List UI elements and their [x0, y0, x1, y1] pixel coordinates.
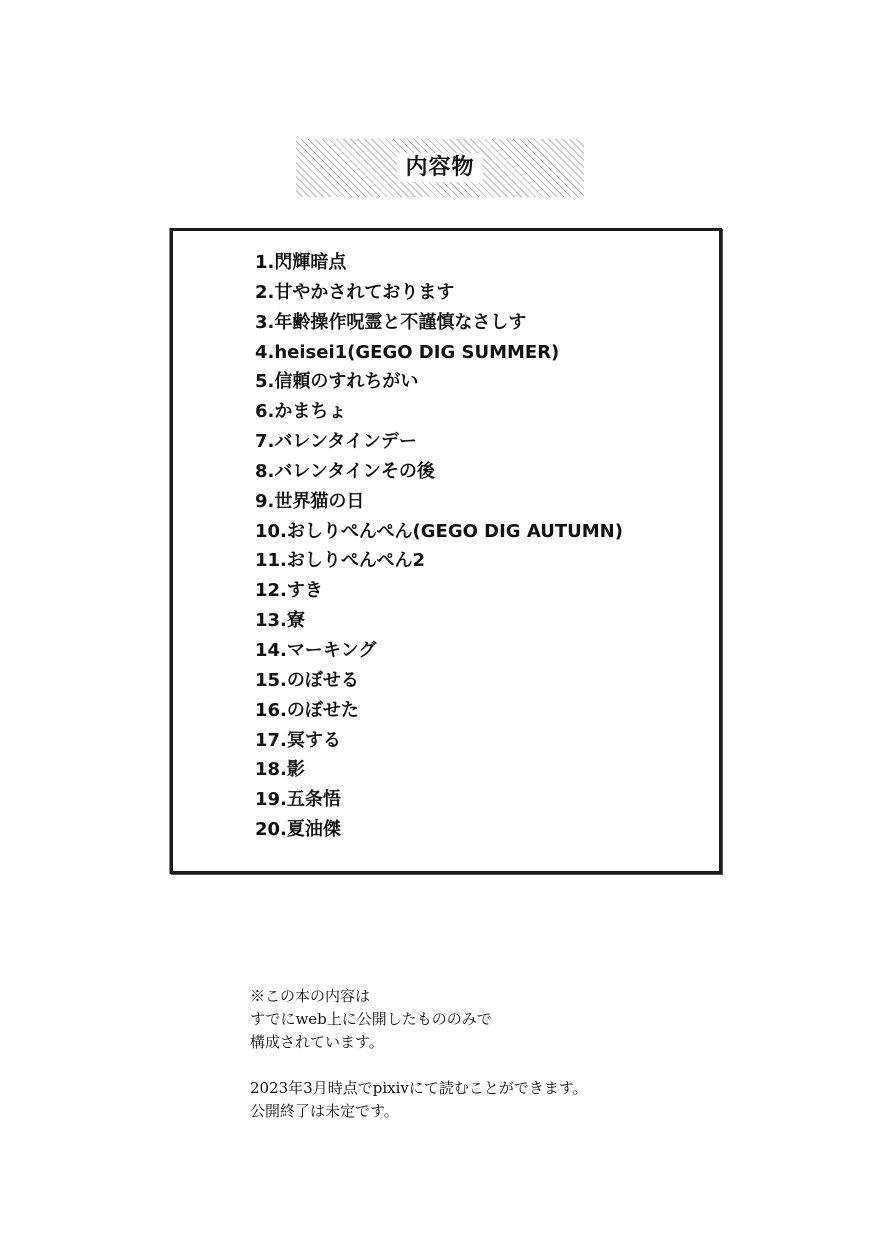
- toc-item: 8.バレンタインその後: [255, 460, 435, 482]
- toc-item: 18.影: [255, 759, 305, 781]
- toc-item: 5.信頼のすれちがい: [255, 371, 419, 393]
- toc-item: 9.世界猫の日: [255, 490, 365, 512]
- toc-item: 17.冥する: [255, 729, 341, 751]
- toc-item: 1.閃輝暗点: [255, 252, 347, 273]
- toc-item: 10.おしりぺんぺん(GEGO DIG AUTUMN): [255, 520, 623, 542]
- page-title-wrapper: [296, 139, 584, 197]
- footnote-line: 公開終了は未定です。: [250, 1102, 399, 1120]
- toc-item: 19.五条悟: [255, 789, 341, 811]
- toc-item: 14.マーキング: [255, 639, 377, 661]
- page-title: 内容物: [397, 153, 482, 182]
- toc-item: 13.寮: [255, 610, 305, 632]
- footnote-line: すでにweb上に公開したもののみで: [250, 1010, 492, 1028]
- toc-list: [255, 248, 623, 845]
- toc-item: 7.バレンタインデー: [255, 431, 417, 453]
- footnote-line: ※この本の内容は: [250, 987, 371, 1005]
- footnote: [250, 985, 588, 1123]
- footnote-line: 構成されています。: [250, 1033, 384, 1051]
- toc-item: 12.すき: [255, 580, 323, 602]
- toc-item: 15.のぼせる: [255, 669, 359, 691]
- footnote-spacer: [250, 1054, 588, 1077]
- toc-item: 20.夏油傑: [255, 819, 341, 841]
- toc-item: 6.かまちょ: [255, 401, 347, 423]
- toc-item: 16.のぼせた: [255, 699, 359, 721]
- toc-item: 4.heisei1(GEGO DIG SUMMER): [255, 341, 560, 363]
- footnote-line: 2023年3月時点でpixivにて読むことができます。: [250, 1079, 588, 1097]
- toc-item: 3.年齢操作呪霊と不謹慎なさしす: [255, 311, 527, 333]
- table-of-contents-box: [170, 228, 722, 874]
- title-banner: [296, 139, 584, 197]
- toc-item: 11.おしりぺんぺん2: [255, 550, 426, 572]
- toc-item: 2.甘やかされております: [255, 281, 455, 303]
